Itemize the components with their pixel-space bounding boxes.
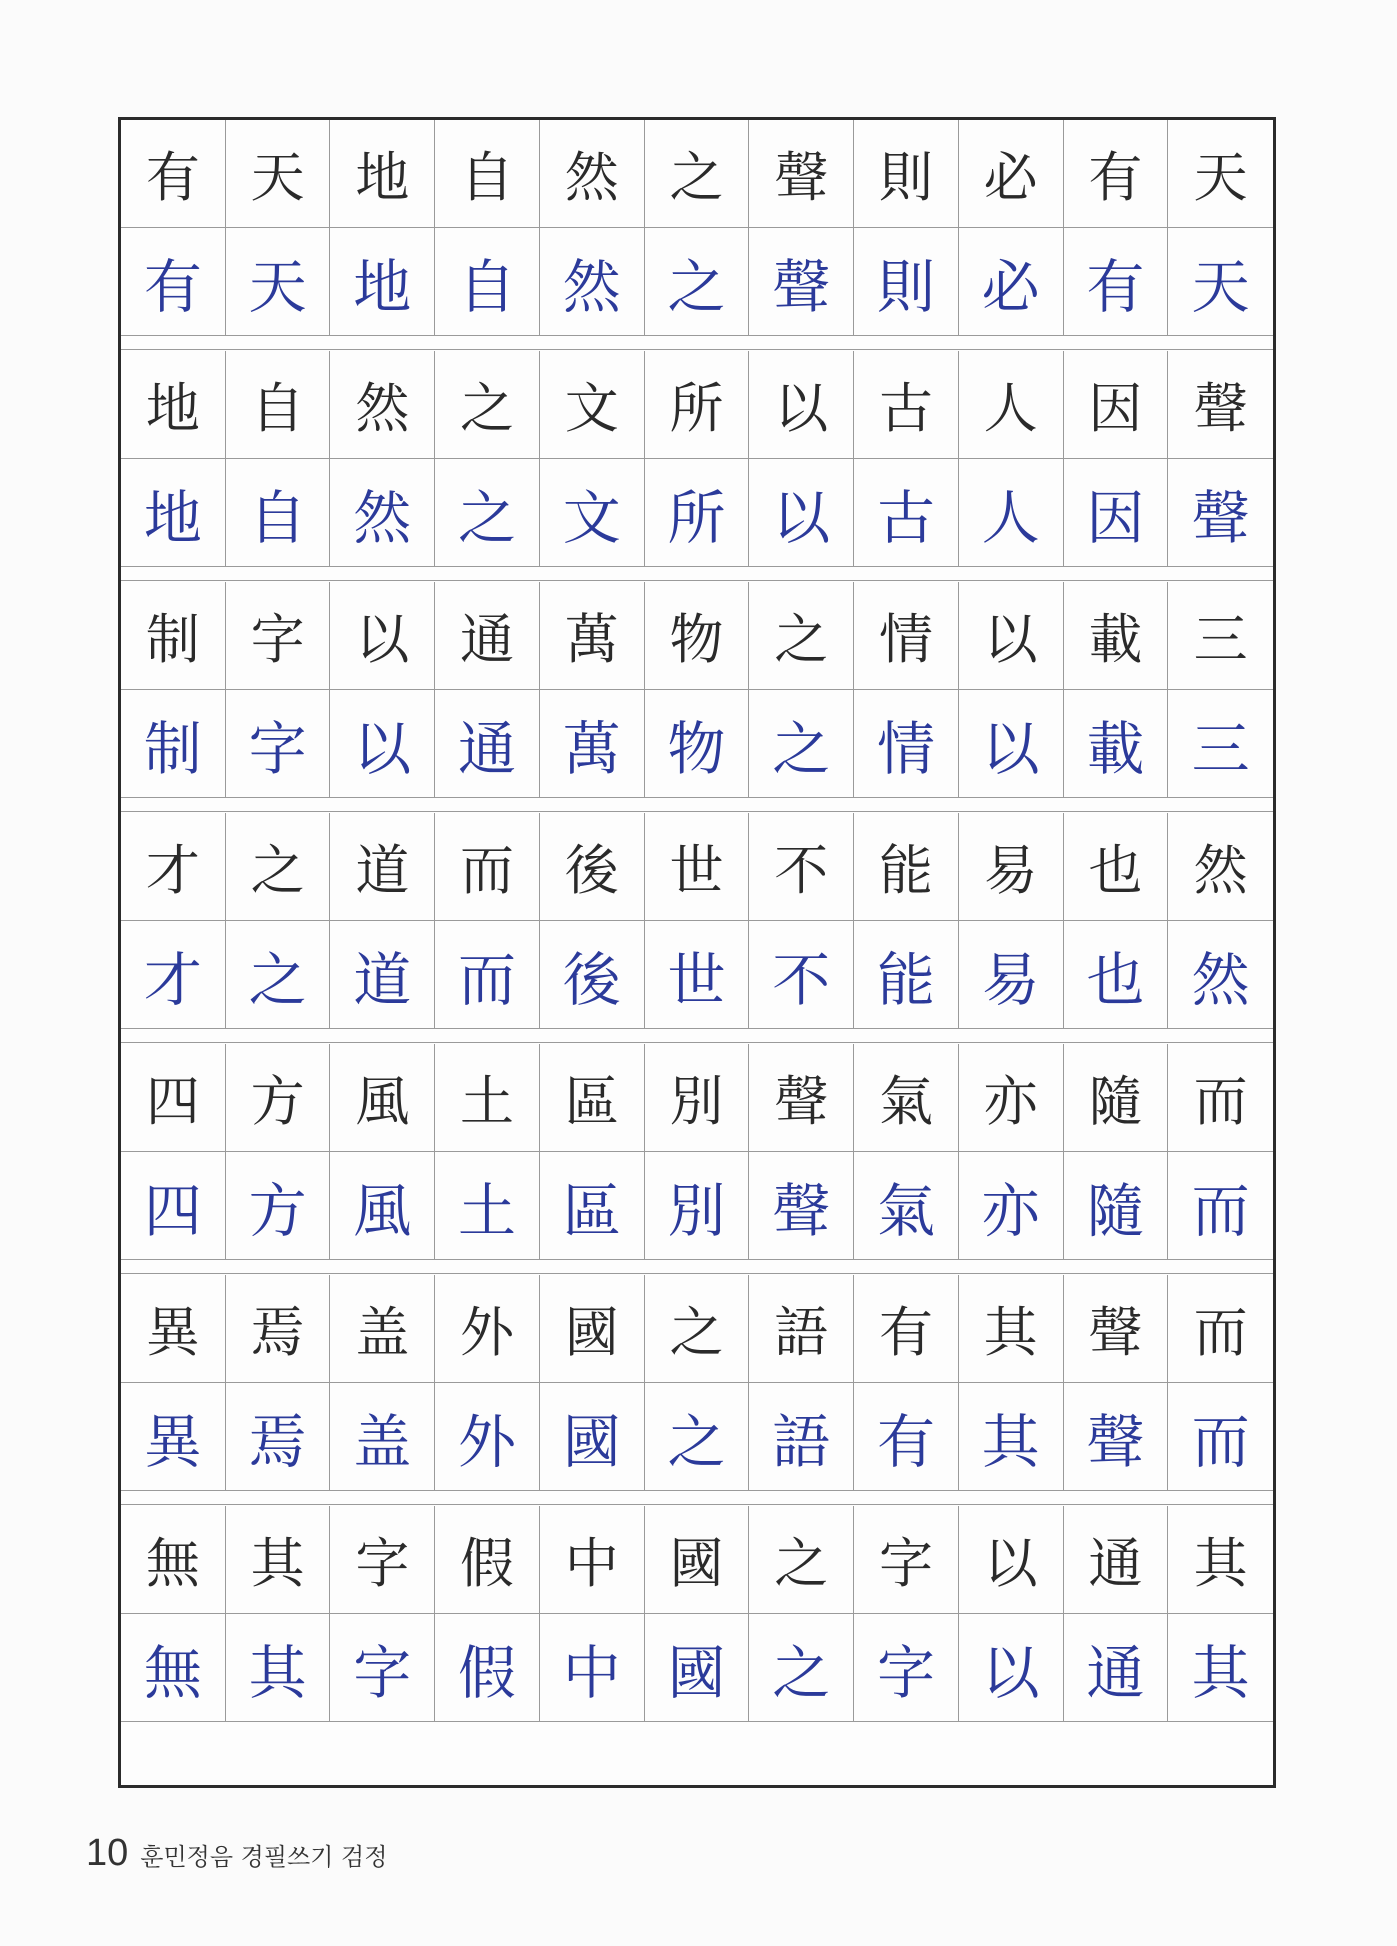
handwritten-character: 以 bbox=[749, 459, 854, 567]
printed-character: 盖 bbox=[330, 1275, 435, 1383]
handwritten-character: 則 bbox=[854, 228, 959, 336]
printed-character: 人 bbox=[959, 351, 1064, 459]
handwritten-character: 所 bbox=[645, 459, 750, 567]
printed-character: 之 bbox=[435, 351, 540, 459]
handwritten-character: 必 bbox=[959, 228, 1064, 336]
handwritten-character: 有 bbox=[854, 1383, 959, 1491]
book-title: 훈민정음 경필쓰기 검정 bbox=[140, 1843, 388, 1871]
handwritten-character: 古 bbox=[854, 459, 959, 567]
printed-character: 所 bbox=[645, 351, 750, 459]
printed-character: 聲 bbox=[1168, 351, 1273, 459]
printed-character: 無 bbox=[121, 1506, 226, 1614]
printed-character: 三 bbox=[1168, 582, 1273, 690]
printed-character: 字 bbox=[854, 1506, 959, 1614]
printed-character: 聲 bbox=[1064, 1275, 1169, 1383]
character-row-block bbox=[121, 1044, 1273, 1260]
handwritten-character: 字 bbox=[330, 1614, 435, 1722]
handwritten-character: 情 bbox=[854, 690, 959, 798]
handwritten-character: 之 bbox=[749, 690, 854, 798]
handwritten-character: 而 bbox=[1168, 1152, 1273, 1260]
printed-character: 字 bbox=[330, 1506, 435, 1614]
handwritten-character: 土 bbox=[435, 1152, 540, 1260]
handwritten-character: 國 bbox=[540, 1383, 645, 1491]
handwritten-character: 以 bbox=[330, 690, 435, 798]
handwritten-character: 聲 bbox=[1064, 1383, 1169, 1491]
handwritten-character: 人 bbox=[959, 459, 1064, 567]
printed-character: 易 bbox=[959, 813, 1064, 921]
printed-character: 其 bbox=[959, 1275, 1064, 1383]
handwritten-character: 道 bbox=[330, 921, 435, 1029]
handwritten-character: 載 bbox=[1064, 690, 1169, 798]
handwritten-character: 其 bbox=[959, 1383, 1064, 1491]
printed-character: 亦 bbox=[959, 1044, 1064, 1152]
printed-character: 語 bbox=[749, 1275, 854, 1383]
handwritten-character: 之 bbox=[645, 228, 750, 336]
printed-character: 土 bbox=[435, 1044, 540, 1152]
printed-character: 之 bbox=[645, 120, 750, 228]
page-number: 10 bbox=[86, 1832, 129, 1874]
handwritten-character: 亦 bbox=[959, 1152, 1064, 1260]
handwritten-character: 然 bbox=[1168, 921, 1273, 1029]
handwritten-character: 其 bbox=[1168, 1614, 1273, 1722]
printed-character: 氣 bbox=[854, 1044, 959, 1152]
printed-character: 地 bbox=[330, 120, 435, 228]
printed-character: 隨 bbox=[1064, 1044, 1169, 1152]
printed-character: 異 bbox=[121, 1275, 226, 1383]
printed-character: 而 bbox=[1168, 1044, 1273, 1152]
handwritten-character: 之 bbox=[749, 1614, 854, 1722]
handwritten-character: 而 bbox=[1168, 1383, 1273, 1491]
handwritten-character: 通 bbox=[435, 690, 540, 798]
handwritten-character: 語 bbox=[749, 1383, 854, 1491]
handwritten-character: 無 bbox=[121, 1614, 226, 1722]
handwritten-character: 區 bbox=[540, 1152, 645, 1260]
printed-character: 風 bbox=[330, 1044, 435, 1152]
printed-character: 之 bbox=[749, 1506, 854, 1614]
handwritten-character: 氣 bbox=[854, 1152, 959, 1260]
practice-sheet bbox=[118, 117, 1276, 1788]
printed-character: 以 bbox=[959, 1506, 1064, 1614]
character-row-block bbox=[121, 1506, 1273, 1722]
printed-character: 然 bbox=[330, 351, 435, 459]
handwritten-character: 之 bbox=[226, 921, 331, 1029]
handwritten-character: 物 bbox=[645, 690, 750, 798]
printed-character: 中 bbox=[540, 1506, 645, 1614]
printed-character: 後 bbox=[540, 813, 645, 921]
printed-character: 方 bbox=[226, 1044, 331, 1152]
printed-character: 自 bbox=[435, 120, 540, 228]
printed-character: 必 bbox=[959, 120, 1064, 228]
printed-character: 之 bbox=[226, 813, 331, 921]
printed-character: 通 bbox=[435, 582, 540, 690]
handwritten-character: 然 bbox=[540, 228, 645, 336]
printed-character: 以 bbox=[330, 582, 435, 690]
handwritten-character: 能 bbox=[854, 921, 959, 1029]
printed-character: 別 bbox=[645, 1044, 750, 1152]
printed-character: 區 bbox=[540, 1044, 645, 1152]
row-separator bbox=[121, 1491, 1273, 1505]
printed-character: 有 bbox=[121, 120, 226, 228]
handwritten-character: 不 bbox=[749, 921, 854, 1029]
printed-character: 通 bbox=[1064, 1506, 1169, 1614]
row-separator bbox=[121, 1260, 1273, 1274]
handwritten-character: 地 bbox=[121, 459, 226, 567]
handwritten-character: 文 bbox=[540, 459, 645, 567]
handwritten-character: 有 bbox=[1064, 228, 1169, 336]
handwritten-character: 自 bbox=[226, 459, 331, 567]
handwritten-character: 聲 bbox=[749, 228, 854, 336]
handwritten-character: 外 bbox=[435, 1383, 540, 1491]
handwritten-character: 然 bbox=[330, 459, 435, 567]
handwritten-character: 後 bbox=[540, 921, 645, 1029]
handwritten-character: 才 bbox=[121, 921, 226, 1029]
row-separator bbox=[121, 567, 1273, 581]
printed-character: 才 bbox=[121, 813, 226, 921]
printed-character: 道 bbox=[330, 813, 435, 921]
character-row-block bbox=[121, 1275, 1273, 1491]
handwritten-character: 因 bbox=[1064, 459, 1169, 567]
printed-character: 天 bbox=[1168, 120, 1273, 228]
handwritten-character: 盖 bbox=[330, 1383, 435, 1491]
handwritten-character: 焉 bbox=[226, 1383, 331, 1491]
printed-character: 外 bbox=[435, 1275, 540, 1383]
printed-character: 因 bbox=[1064, 351, 1169, 459]
handwritten-character: 世 bbox=[645, 921, 750, 1029]
printed-character: 之 bbox=[645, 1275, 750, 1383]
printed-character: 世 bbox=[645, 813, 750, 921]
page-footer bbox=[86, 1832, 387, 1875]
handwritten-character: 國 bbox=[645, 1614, 750, 1722]
printed-character: 四 bbox=[121, 1044, 226, 1152]
handwritten-character: 天 bbox=[226, 228, 331, 336]
printed-character: 假 bbox=[435, 1506, 540, 1614]
handwritten-character: 也 bbox=[1064, 921, 1169, 1029]
printed-character: 載 bbox=[1064, 582, 1169, 690]
printed-character: 然 bbox=[1168, 813, 1273, 921]
handwritten-character: 字 bbox=[854, 1614, 959, 1722]
handwritten-character: 以 bbox=[959, 690, 1064, 798]
printed-character: 有 bbox=[1064, 120, 1169, 228]
handwritten-character: 假 bbox=[435, 1614, 540, 1722]
printed-character: 之 bbox=[749, 582, 854, 690]
character-row-block bbox=[121, 351, 1273, 567]
printed-character: 而 bbox=[435, 813, 540, 921]
printed-character: 物 bbox=[645, 582, 750, 690]
printed-character: 而 bbox=[1168, 1275, 1273, 1383]
handwritten-character: 萬 bbox=[540, 690, 645, 798]
printed-character: 聲 bbox=[749, 1044, 854, 1152]
printed-character: 情 bbox=[854, 582, 959, 690]
printed-character: 焉 bbox=[226, 1275, 331, 1383]
printed-character: 以 bbox=[959, 582, 1064, 690]
printed-character: 字 bbox=[226, 582, 331, 690]
handwritten-character: 地 bbox=[330, 228, 435, 336]
printed-character: 萬 bbox=[540, 582, 645, 690]
handwritten-character: 中 bbox=[540, 1614, 645, 1722]
printed-character: 其 bbox=[226, 1506, 331, 1614]
printed-character: 國 bbox=[540, 1275, 645, 1383]
handwritten-character: 其 bbox=[226, 1614, 331, 1722]
row-separator bbox=[121, 1029, 1273, 1043]
printed-character: 文 bbox=[540, 351, 645, 459]
handwritten-character: 以 bbox=[959, 1614, 1064, 1722]
handwritten-character: 天 bbox=[1168, 228, 1273, 336]
handwritten-character: 而 bbox=[435, 921, 540, 1029]
printed-character: 天 bbox=[226, 120, 331, 228]
handwritten-character: 制 bbox=[121, 690, 226, 798]
printed-character: 能 bbox=[854, 813, 959, 921]
handwritten-character: 之 bbox=[435, 459, 540, 567]
printed-character: 也 bbox=[1064, 813, 1169, 921]
handwritten-character: 聲 bbox=[749, 1152, 854, 1260]
handwritten-character: 聲 bbox=[1168, 459, 1273, 567]
printed-character: 國 bbox=[645, 1506, 750, 1614]
handwritten-character: 有 bbox=[121, 228, 226, 336]
handwritten-character: 隨 bbox=[1064, 1152, 1169, 1260]
handwritten-character: 異 bbox=[121, 1383, 226, 1491]
printed-character: 自 bbox=[226, 351, 331, 459]
handwritten-character: 易 bbox=[959, 921, 1064, 1029]
printed-character: 以 bbox=[749, 351, 854, 459]
handwritten-character: 方 bbox=[226, 1152, 331, 1260]
row-separator bbox=[121, 798, 1273, 812]
character-row-block bbox=[121, 120, 1273, 336]
handwritten-character: 風 bbox=[330, 1152, 435, 1260]
handwritten-character: 通 bbox=[1064, 1614, 1169, 1722]
handwritten-character: 三 bbox=[1168, 690, 1273, 798]
printed-character: 有 bbox=[854, 1275, 959, 1383]
handwritten-character: 自 bbox=[435, 228, 540, 336]
row-separator bbox=[121, 336, 1273, 350]
character-row-block bbox=[121, 582, 1273, 798]
handwritten-character: 之 bbox=[645, 1383, 750, 1491]
printed-character: 聲 bbox=[749, 120, 854, 228]
character-row-block bbox=[121, 813, 1273, 1029]
printed-character: 制 bbox=[121, 582, 226, 690]
printed-character: 然 bbox=[540, 120, 645, 228]
handwritten-character: 字 bbox=[226, 690, 331, 798]
printed-character: 古 bbox=[854, 351, 959, 459]
handwritten-character: 別 bbox=[645, 1152, 750, 1260]
printed-character: 則 bbox=[854, 120, 959, 228]
printed-character: 不 bbox=[749, 813, 854, 921]
printed-character: 其 bbox=[1168, 1506, 1273, 1614]
handwritten-character: 四 bbox=[121, 1152, 226, 1260]
printed-character: 地 bbox=[121, 351, 226, 459]
